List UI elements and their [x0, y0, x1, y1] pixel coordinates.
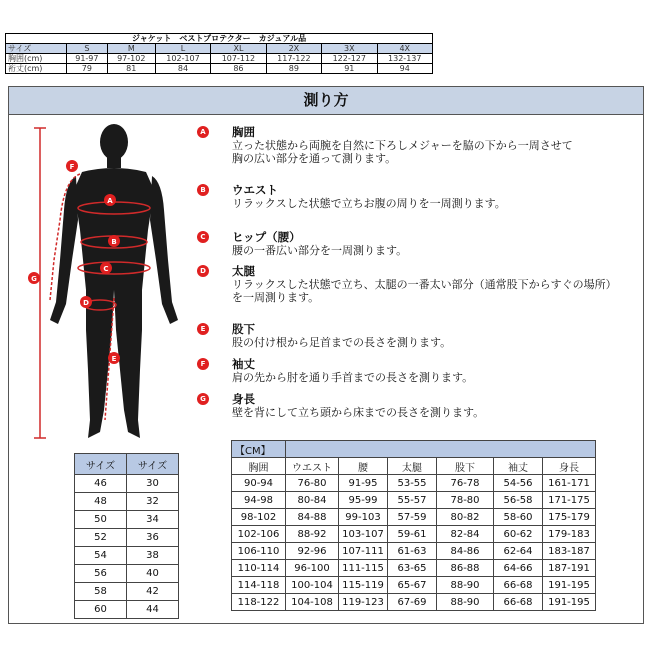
top-table-header-cell: XL: [211, 44, 266, 54]
top-table-header-cell: M: [107, 44, 155, 54]
table-cell: 60: [75, 601, 127, 619]
table-cell: 36: [127, 529, 179, 547]
legend-text: 壁を背にして立ち頭から床までの長さを測ります。: [232, 406, 485, 419]
svg-text:A: A: [107, 197, 113, 205]
top-table-cell: 裄丈(cm): [6, 64, 67, 74]
table-row: [75, 601, 179, 619]
table-cell: 60-62: [494, 526, 543, 543]
table-cell: 50: [75, 511, 127, 529]
table-cell: 119-123: [339, 594, 388, 611]
table-cell: 66-68: [494, 594, 543, 611]
top-table-cell: 94: [377, 64, 433, 74]
table-cell: 100-104: [286, 577, 339, 594]
table-cell: 107-111: [339, 543, 388, 560]
table-cell: 61-63: [388, 543, 437, 560]
table-cell: 54-56: [494, 475, 543, 492]
table-cell: 84-86: [437, 543, 494, 560]
table-row: [232, 577, 596, 594]
cm-table-unit-row: [232, 441, 596, 458]
svg-text:C: C: [103, 265, 109, 273]
table-row: [232, 543, 596, 560]
top-table-cell: 胸囲(cm): [6, 54, 67, 64]
table-row: [75, 547, 179, 565]
table-row: [75, 493, 179, 511]
table-cell: 115-119: [339, 577, 388, 594]
table-cell: 76-80: [286, 475, 339, 492]
table-row: [232, 475, 596, 492]
table-cell: 66-68: [494, 577, 543, 594]
table-cell: 82-84: [437, 526, 494, 543]
cm-table-header-row: [232, 458, 596, 475]
top-table-cell: 84: [155, 64, 210, 74]
cm-table-header-cell: 身長: [543, 458, 596, 475]
cm-table-header-cell: 胸囲: [232, 458, 286, 475]
table-cell: 34: [127, 511, 179, 529]
top-table-row: [6, 64, 433, 74]
label-e-icon: E: [197, 323, 209, 335]
top-table-header-row: [6, 44, 433, 54]
legend-title: 身長: [232, 392, 255, 406]
top-table-cell: 86: [211, 64, 266, 74]
table-cell: 187-191: [543, 560, 596, 577]
top-table-header-cell: L: [155, 44, 210, 54]
cm-measurement-table: [231, 440, 596, 611]
svg-text:D: D: [83, 299, 89, 307]
cm-table-header-cell: 股下: [437, 458, 494, 475]
figure-label-c: [100, 262, 112, 274]
top-table-cell: 97-102: [107, 54, 155, 64]
table-cell: 56-58: [494, 492, 543, 509]
table-cell: 88-90: [437, 594, 494, 611]
table-cell: 67-69: [388, 594, 437, 611]
top-size-table: [5, 33, 433, 74]
top-table-header-cell: 4X: [377, 44, 433, 54]
table-cell: 58-60: [494, 509, 543, 526]
table-cell: 84-88: [286, 509, 339, 526]
table-cell: 40: [127, 565, 179, 583]
top-table-cell: 102-107: [155, 54, 210, 64]
top-table-cell: 107-112: [211, 54, 266, 64]
top-table-cell: 79: [67, 64, 108, 74]
table-cell: 98-102: [232, 509, 286, 526]
cm-table-header-cell: 腰: [339, 458, 388, 475]
top-table-cell: 132-137: [377, 54, 433, 64]
table-cell: 57-59: [388, 509, 437, 526]
top-table-title: ジャケット ベストプロテクター カジュアル品: [6, 34, 433, 44]
top-table-header-cell: 2X: [266, 44, 321, 54]
size-table-header-cell: サイズ: [75, 454, 127, 475]
table-row: [232, 594, 596, 611]
table-cell: 63-65: [388, 560, 437, 577]
table-cell: 102-106: [232, 526, 286, 543]
label-f-icon: F: [197, 358, 209, 370]
table-cell: 99-103: [339, 509, 388, 526]
top-table-header-cell: 3X: [322, 44, 377, 54]
svg-text:B: B: [111, 238, 117, 246]
legend-text: 腰の一番広い部分を一周測ります。: [232, 244, 408, 257]
legend-text: 股の付け根から足首までの長さを測ります。: [232, 336, 452, 349]
table-cell: 183-187: [543, 543, 596, 560]
cm-unit-label: 【CM】: [232, 441, 286, 458]
legend-text: リラックスした状態で立ち、太腿の一番太い部分（通常股下からすぐの場所） を一周測ります。: [232, 278, 617, 304]
figure-label-b: [108, 235, 120, 247]
table-cell: 86-88: [437, 560, 494, 577]
table-cell: 88-90: [437, 577, 494, 594]
figure-label-e: [108, 352, 120, 364]
size-conversion-table: [74, 453, 179, 619]
table-cell: 175-179: [543, 509, 596, 526]
label-d-icon: D: [197, 265, 209, 277]
table-cell: 64-66: [494, 560, 543, 577]
table-cell: 54: [75, 547, 127, 565]
top-table-header-cell: サイズ: [6, 44, 67, 54]
size-table-header-cell: サイズ: [127, 454, 179, 475]
table-cell: 95-99: [339, 492, 388, 509]
table-cell: 56: [75, 565, 127, 583]
legend-title: 股下: [232, 322, 255, 336]
cm-table-header-cell: ウエスト: [286, 458, 339, 475]
table-cell: 80-84: [286, 492, 339, 509]
body-figure: [20, 120, 180, 450]
section-title: 測り方: [9, 87, 643, 115]
figure-label-a: [104, 194, 116, 206]
table-row: [75, 565, 179, 583]
table-cell: 55-57: [388, 492, 437, 509]
table-cell: 114-118: [232, 577, 286, 594]
table-cell: 76-78: [437, 475, 494, 492]
figure-label-f: [66, 160, 78, 172]
top-table-cell: 122-127: [322, 54, 377, 64]
table-cell: 46: [75, 475, 127, 493]
table-cell: 171-175: [543, 492, 596, 509]
table-cell: 65-67: [388, 577, 437, 594]
legend-title: ヒップ（腰）: [232, 230, 301, 244]
cm-table-header-cell: 袖丈: [494, 458, 543, 475]
table-cell: 161-171: [543, 475, 596, 492]
figure-label-g: [28, 272, 40, 284]
table-cell: 110-114: [232, 560, 286, 577]
top-table-header-cell: S: [67, 44, 108, 54]
figure-label-d: [80, 296, 92, 308]
table-cell: 59-61: [388, 526, 437, 543]
table-row: [232, 526, 596, 543]
legend-text: 肩の先から肘を通り手首までの長さを測ります。: [232, 371, 474, 384]
table-cell: 78-80: [437, 492, 494, 509]
top-table-cell: 89: [266, 64, 321, 74]
top-table-cell: 91: [322, 64, 377, 74]
table-row: [75, 475, 179, 493]
svg-text:G: G: [31, 275, 37, 283]
table-cell: 94-98: [232, 492, 286, 509]
table-cell: 103-107: [339, 526, 388, 543]
table-cell: 104-108: [286, 594, 339, 611]
table-cell: 80-82: [437, 509, 494, 526]
table-row: [232, 509, 596, 526]
table-cell: 91-95: [339, 475, 388, 492]
table-cell: 58: [75, 583, 127, 601]
cm-table-header-cell: 太腿: [388, 458, 437, 475]
label-b-icon: B: [197, 184, 209, 196]
label-a-icon: A: [197, 126, 209, 138]
table-cell: 42: [127, 583, 179, 601]
table-row: [75, 511, 179, 529]
table-cell: 92-96: [286, 543, 339, 560]
table-cell: 191-195: [543, 594, 596, 611]
table-cell: 96-100: [286, 560, 339, 577]
table-cell: 191-195: [543, 577, 596, 594]
table-cell: 111-115: [339, 560, 388, 577]
table-cell: 62-64: [494, 543, 543, 560]
table-cell: 106-110: [232, 543, 286, 560]
legend-text: リラックスした状態で立ちお腹の周りを一周測ります。: [232, 197, 506, 210]
table-cell: 44: [127, 601, 179, 619]
top-table-row: [6, 54, 433, 64]
label-g-icon: G: [197, 393, 209, 405]
table-cell: 118-122: [232, 594, 286, 611]
svg-text:E: E: [111, 355, 117, 363]
legend-text: 立った状態から両腕を自然に下ろしメジャーを脇の下から一周させて 胸の広い部分を通って測ります。: [232, 139, 573, 165]
table-row: [232, 492, 596, 509]
label-c-icon: C: [197, 231, 209, 243]
table-cell: 88-92: [286, 526, 339, 543]
table-row: [75, 529, 179, 547]
table-row: [75, 583, 179, 601]
table-cell: 179-183: [543, 526, 596, 543]
table-cell: 48: [75, 493, 127, 511]
table-cell: 32: [127, 493, 179, 511]
table-cell: 30: [127, 475, 179, 493]
top-table-cell: 91-97: [67, 54, 108, 64]
table-cell: 52: [75, 529, 127, 547]
table-cell: 38: [127, 547, 179, 565]
legend-title: 太腿: [232, 264, 255, 278]
table-row: [232, 560, 596, 577]
table-cell: 90-94: [232, 475, 286, 492]
legend-title: 胸囲: [232, 125, 255, 139]
size-table-header-row: [75, 454, 179, 475]
top-table-cell: 81: [107, 64, 155, 74]
legend-title: ウエスト: [232, 183, 278, 197]
legend-title: 袖丈: [232, 357, 255, 371]
table-cell: 53-55: [388, 475, 437, 492]
top-table-cell: 117-122: [266, 54, 321, 64]
svg-text:F: F: [69, 163, 75, 171]
